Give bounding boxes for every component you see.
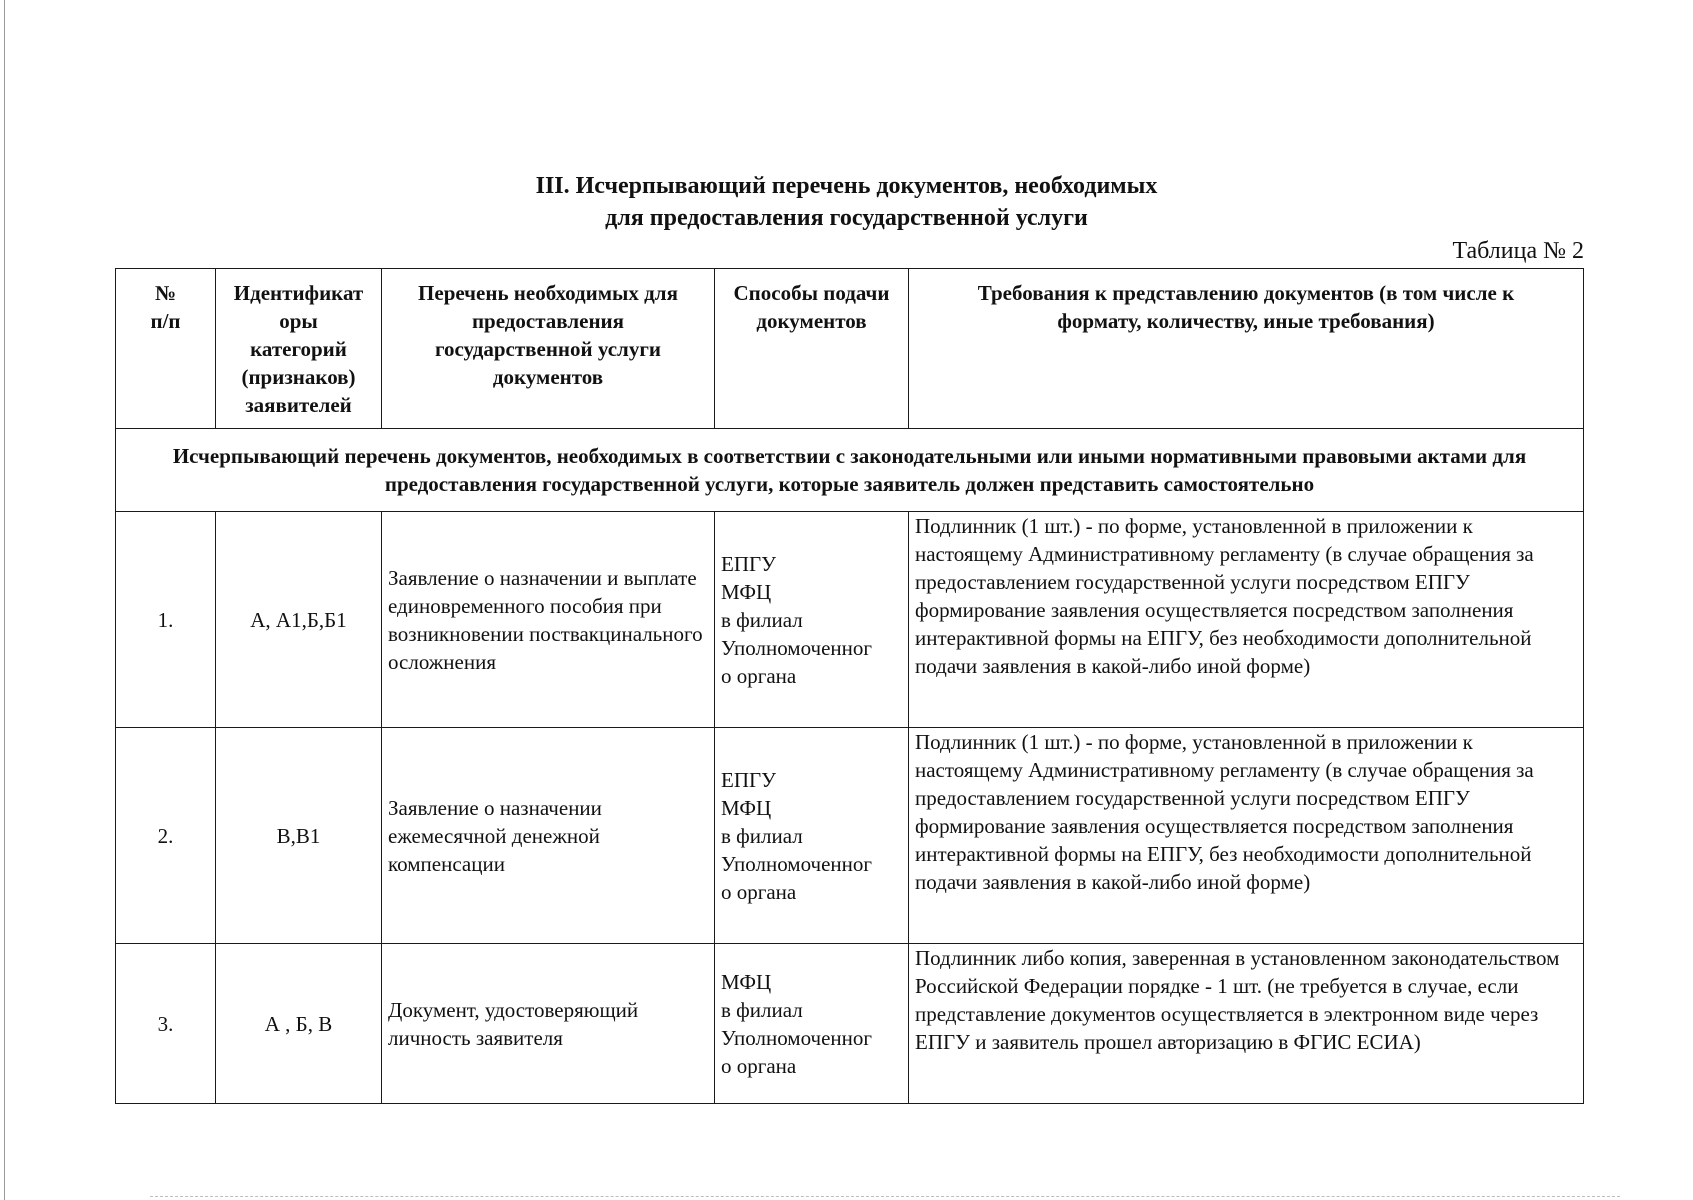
table-row xyxy=(116,512,1584,728)
header-document-list: Перечень необходимых для предоставления государственной услуги документов xyxy=(382,269,715,429)
section-heading-line-2: для предоставления государственной услуги xyxy=(605,205,1088,231)
header-requirements: Требования к представлению документов (в том числе к формату, количеству, иные требования) xyxy=(909,269,1584,429)
row-submission-methods: ЕПГУ МФЦ в филиал Уполномоченног о органа xyxy=(715,728,909,944)
row-document-name: Документ, удостоверяющий личность заявителя xyxy=(382,944,715,1104)
table-row xyxy=(116,944,1584,1104)
row-number: 3. xyxy=(116,944,216,1104)
section-title: Исчерпывающий перечень документов, необходимых в соответствии с законодательными или иными нормативными правовыми актами для предоставления государственной услуги, которые заявитель должен представить самостоятельно xyxy=(116,429,1584,512)
table-section-row xyxy=(116,429,1584,512)
row-applicant-identifier: А , Б, В xyxy=(216,944,382,1104)
row-requirements: Подлинник (1 шт.) - по форме, установленной в приложении к настоящему Административному регламенту (в случае обращения за предоставлением государственной услуги посредством ЕПГУ формирование заявления осуществляется посредством заполнения интерактивной формы на ЕПГУ, без необходимости дополнительной подачи заявления в какой-либо иной форме) xyxy=(909,512,1584,728)
header-submission-methods: Способы подачи документов xyxy=(715,269,909,429)
section-heading xyxy=(0,170,1693,234)
row-requirements: Подлинник либо копия, заверенная в установленном законодательством Российской Федерации порядке - 1 шт. (не требуется в случае, если представление документов осуществляется в электронном виде через ЕПГУ и заявитель прошел авторизацию в ФГИС ЕСИА) xyxy=(909,944,1584,1104)
section-heading-line-1: III. Исчерпывающий перечень документов, необходимых xyxy=(535,173,1158,199)
table-row xyxy=(116,728,1584,944)
header-number: № п/п xyxy=(116,269,216,429)
table-header-row xyxy=(116,269,1584,429)
row-document-name: Заявление о назначении ежемесячной денежной компенсации xyxy=(382,728,715,944)
row-number: 1. xyxy=(116,512,216,728)
row-document-name: Заявление о назначении и выплате единовременного пособия при возникновении поствакцинального осложнения xyxy=(382,512,715,728)
table-number-label: Таблица № 2 xyxy=(1452,238,1584,264)
row-number: 2. xyxy=(116,728,216,944)
row-applicant-identifier: А, А1,Б,Б1 xyxy=(216,512,382,728)
documents-table xyxy=(115,268,1584,1104)
page-bottom-edge xyxy=(150,1196,1620,1198)
header-applicant-identifiers: Идентификат оры категорий (признаков) заявителей xyxy=(216,269,382,429)
row-submission-methods: МФЦ в филиал Уполномоченног о органа xyxy=(715,944,909,1104)
row-applicant-identifier: В,В1 xyxy=(216,728,382,944)
row-submission-methods: ЕПГУ МФЦ в филиал Уполномоченног о органа xyxy=(715,512,909,728)
row-requirements: Подлинник (1 шт.) - по форме, установленной в приложении к настоящему Административному регламенту (в случае обращения за предоставлением государственной услуги посредством ЕПГУ формирование заявления осуществляется посредством заполнения интерактивной формы на ЕПГУ, без необходимости дополнительной подачи заявления в какой-либо иной форме) xyxy=(909,728,1584,944)
